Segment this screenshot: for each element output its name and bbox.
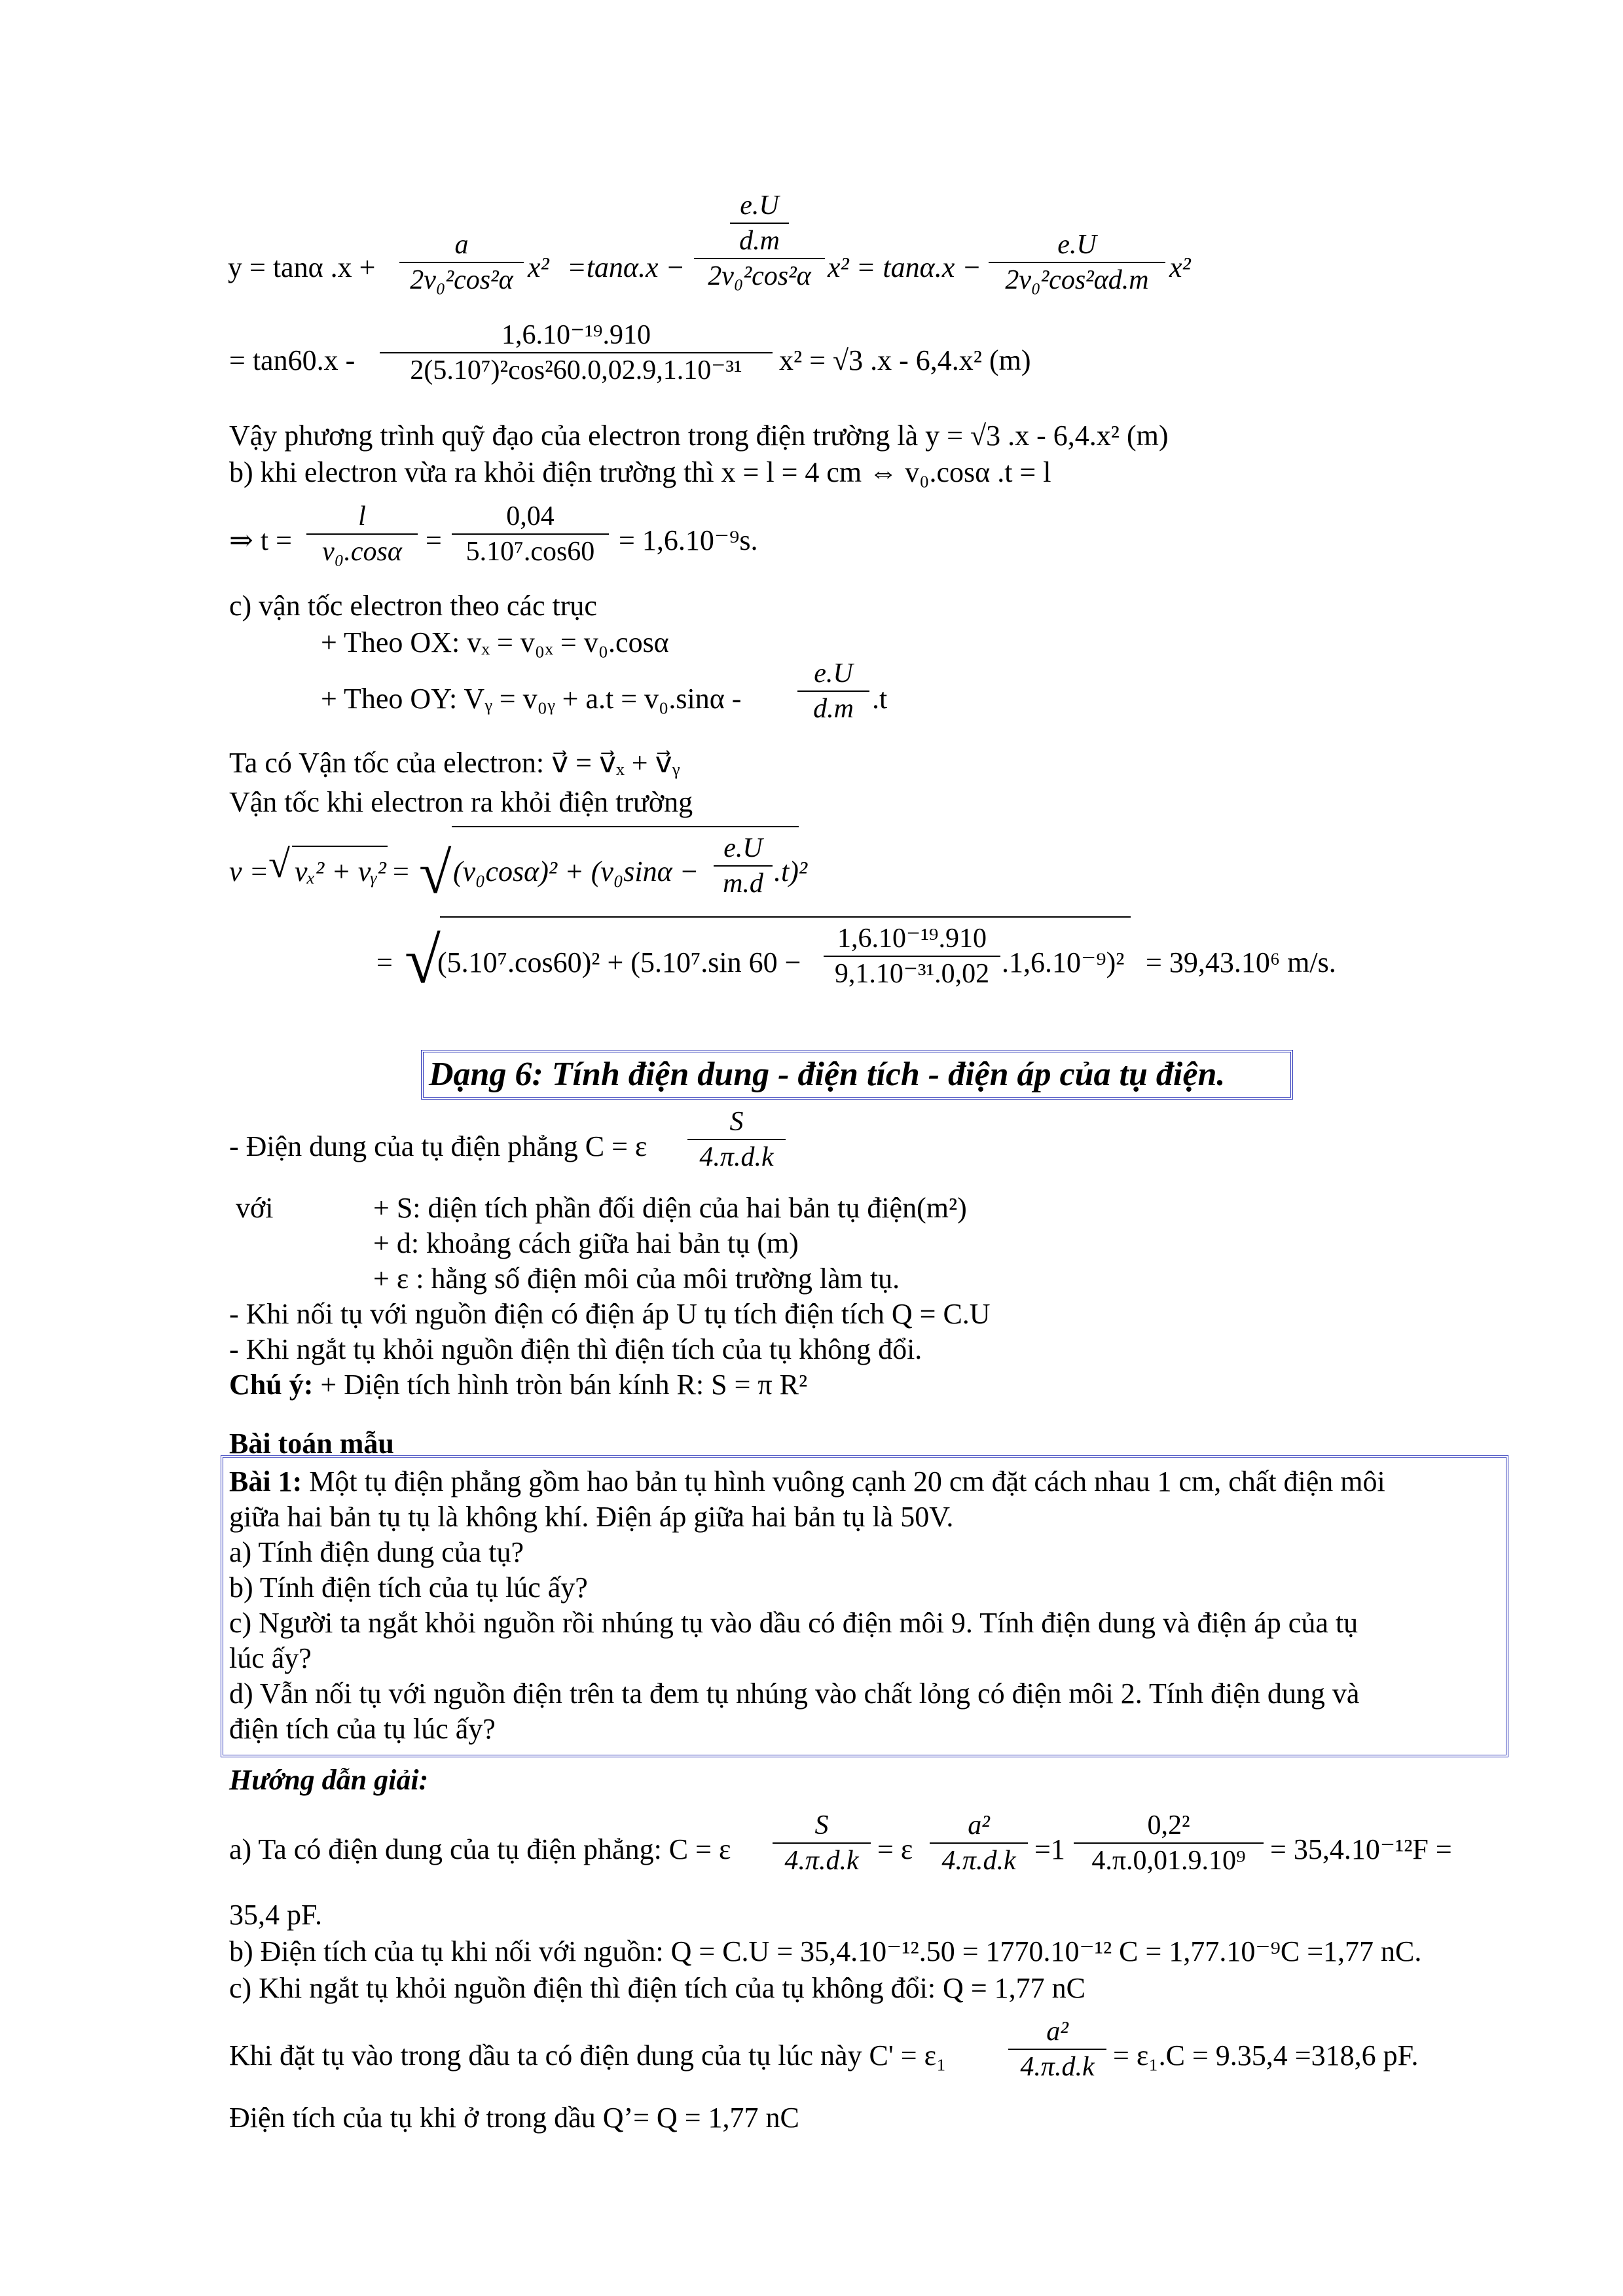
eq6-rad-b: .1,6.10⁻⁹)² [1002, 946, 1125, 978]
eq5-left: v = [229, 855, 269, 888]
sol-oil-tail: = ε₁.C = 9.35,4 =318,6 pF. [1113, 2039, 1419, 2072]
problem-line-3: a) Tính điện dung của tụ? [229, 1536, 524, 1568]
defs-s: + S: diện tích phần đối diện của hai bản tụ điện(m²) [373, 1192, 967, 1224]
frac-b: e.U d.m 2v₀²cos²α [694, 190, 825, 292]
frac-cap: S 4.π.d.k [687, 1106, 786, 1173]
cap-formula-prefix: - Điện dung của tụ điện phẳng C = ε [229, 1130, 647, 1162]
frac-eq6: 1,6.10⁻¹⁹.910 9,1.10⁻³¹.0,02 [824, 923, 1000, 990]
para-trajectory: Vậy phương trình quỹ đạo của electron trong điện trường là y = √3 .x - 6,4.x² (m) [229, 420, 1169, 452]
problem-label: Bài 1: [229, 1465, 302, 1498]
note-label: Chú ý: [229, 1369, 314, 1401]
sol-a-eq1: = ε [877, 1833, 913, 1865]
guide-title: Hướng dẫn giải: [229, 1764, 429, 1796]
rule-connect: - Khi nối tụ với nguồn điện có điện áp U tụ tích điện tích Q = C.U [229, 1298, 991, 1330]
problem-line-8: điện tích của tụ lúc ấy? [229, 1713, 496, 1745]
frac-c: e.U 2v₀²cos²αd.m [989, 229, 1165, 296]
eq2-tail: x² = √3 .x - 6,4.x² (m) [779, 344, 1031, 376]
eq-tan-a: =tanα.x − [567, 251, 685, 283]
sol-b: b) Điện tích của tụ khi nối với nguồn: Q = C.U = 35,4.10⁻¹².50 = 1770.10⁻¹² C = 1,77.10⁻⁹C =1,77 nC. [229, 1935, 1422, 1967]
eq5-rad2a: (v₀cosα)² + (v₀sinα − [453, 855, 699, 888]
sol-oil-prefix: Khi đặt tụ vào trong dầu ta có điện dung của tụ lúc này C' = ε₁ [229, 2039, 947, 2072]
problem-line-2: giữa hai bản tụ tụ là không khí. Điện áp giữa hai bản tụ là 50V. [229, 1501, 954, 1533]
frac-eq2: 1,6.10⁻¹⁹.910 2(5.10⁷)²cos²60.0,02.9,1.10⁻³¹ [380, 319, 773, 386]
sample-title: Bài toán mẫu [229, 1427, 394, 1460]
sol-a-tail: = 35,4.10⁻¹²F = [1270, 1833, 1452, 1865]
problem-line-4: b) Tính điện tích của tụ lúc ấy? [229, 1571, 588, 1604]
eq6-eq: = [376, 946, 393, 978]
note [229, 1368, 807, 1402]
para-ox: + Theo OX: vₓ = v₀ₓ = v₀.cosα [321, 626, 669, 658]
sol-a-prefix: a) Ta có điện dung của tụ điện phẳng: C = ε [229, 1833, 731, 1865]
problem-line-1 [229, 1465, 1385, 1499]
eq2-prefix: = tan60.x - [229, 344, 356, 376]
eq6-result: = 39,43.10⁶ m/s. [1146, 946, 1336, 978]
frac-sol-a1: S 4.π.d.k [773, 1810, 871, 1876]
frac-eq5: e.U m.d [714, 833, 773, 899]
sol-a-cont: 35,4 pF. [229, 1899, 322, 1931]
eq5-rad2b: .t)² [774, 855, 808, 888]
para-velocity: Ta có Vận tốc của electron: v⃗ = v⃗ₓ + v⃗ᵧ [229, 747, 680, 779]
problem-line-7: d) Vẫn nối tụ với nguồn điện trên ta đem tụ nhúng vào chất lỏng có điện môi 2. Tính điện dung và [229, 1677, 1360, 1710]
eq5-eq: = [393, 855, 409, 888]
problem-text-1: Một tụ điện phẳng gồm hao bản tụ hình vuông cạnh 20 cm đặt cách nhau 1 cm, chất điện môi [302, 1465, 1385, 1498]
eq4-prefix: + Theo OY: Vᵧ = v₀ᵧ + a.t = v₀.sinα - [321, 683, 742, 715]
eq-x2-c: x² [1169, 251, 1191, 283]
eq-x2-b: x² = tanα.x − [828, 251, 981, 283]
eq5-rad1: vₓ² + vᵧ² [295, 855, 386, 888]
defs-voi: với [236, 1192, 274, 1224]
eq3-eq: = [426, 524, 442, 556]
section-heading: Dạng 6: Tính điện dung - điện tích - điện áp của tụ điện. [429, 1056, 1226, 1093]
defs-eps: + ε : hằng số điện môi của môi trường làm tụ. [373, 1263, 900, 1295]
frac-eq3a: l v₀.cosα [306, 501, 418, 567]
sqrt-bar [292, 846, 388, 847]
eq-y-prefix: y = tanα .x + [228, 251, 376, 283]
defs-d: + d: khoảng cách giữa hai bản tụ (m) [373, 1227, 799, 1259]
eq3-prefix: ⇒ t = [229, 524, 292, 556]
frac-eq4: e.U d.m [797, 658, 869, 725]
sol-c: c) Khi ngắt tụ khỏi nguồn điện thì điện tích của tụ không đổi: Q = 1,77 nC [229, 1972, 1085, 2004]
sqrt-bar-2 [452, 826, 799, 827]
eq3-tail: = 1,6.10⁻⁹s. [619, 524, 758, 556]
sol-q: Điện tích của tụ khi ở trong dầu Q’= Q = 1,77 nC [229, 2102, 799, 2134]
frac-a: a 2v₀²cos²α [399, 229, 524, 296]
para-b: b) khi electron vừa ra khỏi điện trường thì x = l = 4 cm ⇔ v₀.cosα .t = l [229, 456, 1051, 488]
eq4-tail: .t [872, 683, 888, 715]
eq6-rad-a: (5.10⁷.cos60)² + (5.10⁷.sin 60 − [437, 946, 801, 978]
sqrt-symbol: √ [268, 842, 290, 886]
note-text: + Diện tích hình tròn bán kính R: S = π R² [313, 1369, 808, 1401]
eq-x2-a: x² [528, 251, 549, 283]
frac-sol-a3: 0,2² 4.π.0,01.9.10⁹ [1074, 1810, 1264, 1876]
sqrt-symbol-2: √ [419, 841, 452, 906]
sqrt-bar-3 [440, 916, 1131, 918]
sqrt-symbol-3: √ [405, 924, 441, 997]
problem-line-6: lúc ấy? [229, 1642, 312, 1674]
rule-disconnect: - Khi ngắt tụ khỏi nguồn điện thì điện tích của tụ không đổi. [229, 1333, 922, 1365]
problem-line-5: c) Người ta ngắt khỏi nguồn rồi nhúng tụ vào dầu có điện môi 9. Tính điện dung và điện áp của tụ [229, 1607, 1359, 1639]
para-exit: Vận tốc khi electron ra khỏi điện trường [229, 786, 693, 818]
frac-eq3b: 0,04 5.10⁷.cos60 [452, 501, 609, 567]
frac-sol-oil: a² 4.π.d.k [1008, 2016, 1106, 2083]
frac-sol-a2: a² 4.π.d.k [930, 1810, 1028, 1876]
sol-a-eq2: =1 [1034, 1833, 1065, 1865]
para-c: c) vận tốc electron theo các trục [229, 590, 597, 622]
